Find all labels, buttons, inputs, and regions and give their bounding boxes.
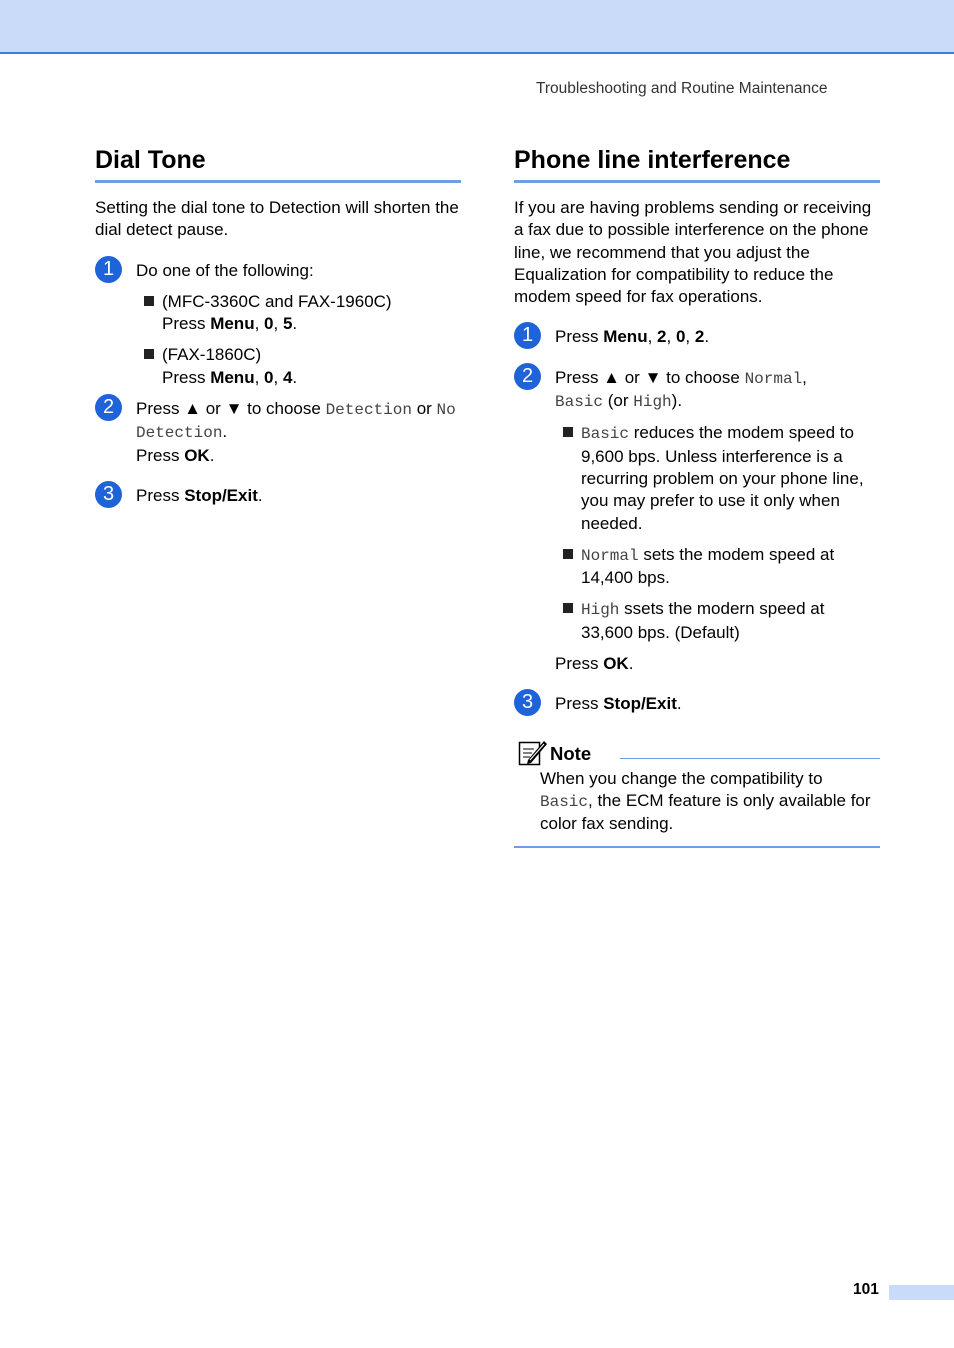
press-ok-text: Press OK.	[555, 654, 634, 674]
bullet-icon	[563, 603, 573, 613]
dial-tone-step-1	[95, 257, 461, 389]
model-label: (FAX-1860C)	[162, 345, 262, 365]
step-text: Press Menu, 2, 0, 2.	[555, 327, 710, 347]
dial-tone-section	[95, 140, 461, 507]
bullet-icon	[563, 427, 573, 437]
step-number-icon: 1	[95, 256, 122, 283]
dial-tone-step-2	[95, 398, 461, 467]
model-label: (MFC-3360C and FAX-1960C)	[162, 291, 392, 311]
interference-step-2	[514, 364, 880, 676]
mode-description: ssets the modern speed at 33,600 bps. (Default)	[581, 599, 825, 642]
mode-description: sets the modem speed at 14,400 bps.	[581, 544, 835, 588]
step-text: Press ▲ or ▼ to choose Detection or No Detection.	[136, 399, 456, 443]
section-title-phone-line-interference: Phone line interference	[514, 140, 880, 183]
step-text: Press Stop/Exit.	[555, 694, 682, 714]
key-sequence: Press Menu, 0, 4.	[162, 367, 298, 387]
step-number-icon: 3	[95, 481, 122, 508]
page-tab-marker	[889, 1285, 954, 1300]
press-ok-text: Press OK.	[136, 445, 215, 465]
key-sequence: Press Menu, 0, 5.	[162, 314, 298, 334]
section-title-dial-tone: Dial Tone	[95, 140, 461, 183]
list-item	[136, 344, 461, 389]
mode-name: Basic	[581, 425, 630, 444]
list-item	[555, 422, 880, 534]
list-item	[136, 291, 461, 336]
step-number-icon: 2	[514, 363, 541, 390]
mode-name: Normal	[581, 546, 639, 565]
note-text: When you change the compatibility to Basic, the ECM feature is only available for color fax sending.	[540, 768, 871, 834]
dial-tone-step-3	[95, 482, 461, 507]
step-number-icon: 2	[95, 394, 122, 421]
interference-intro: If you are having problems sending or receiving a fax due to possible interference on the phone line, we recommend that you adjust the Equalization for compatibility to reduce the modem speed for fax operations.	[514, 198, 872, 307]
note-box	[514, 738, 880, 848]
interference-step-3	[514, 693, 880, 715]
header-band	[0, 0, 954, 54]
phone-line-interference-section	[514, 140, 880, 848]
running-header: Troubleshooting and Routine Maintenance	[536, 80, 828, 97]
note-pencil-icon	[518, 738, 548, 766]
dial-tone-intro: Setting the dial tone to Detection will shorten the dial detect pause.	[95, 198, 459, 240]
page-number: 101	[853, 1281, 879, 1298]
mode-name: High	[581, 601, 620, 620]
list-item	[555, 544, 880, 590]
mode-list	[555, 422, 880, 644]
note-title: Note	[550, 742, 592, 764]
step-text: Press ▲ or ▼ to choose Normal, Basic (or High).	[555, 367, 807, 412]
mode-description: reduces the modem speed to 9,600 bps. Unless interference is a recurring problem on your phone line, you may prefer to use it only when needed.	[581, 423, 864, 533]
model-list	[136, 291, 461, 389]
step-number-icon: 3	[514, 689, 541, 716]
bullet-icon	[144, 296, 154, 306]
step-text: Do one of the following:	[136, 260, 314, 280]
step-number-icon: 1	[514, 322, 541, 349]
list-item	[555, 598, 880, 644]
step-text: Press Stop/Exit.	[136, 485, 263, 505]
note-rule	[620, 758, 880, 759]
bullet-icon	[563, 549, 573, 559]
interference-step-1	[514, 326, 880, 348]
bullet-icon	[144, 349, 154, 359]
